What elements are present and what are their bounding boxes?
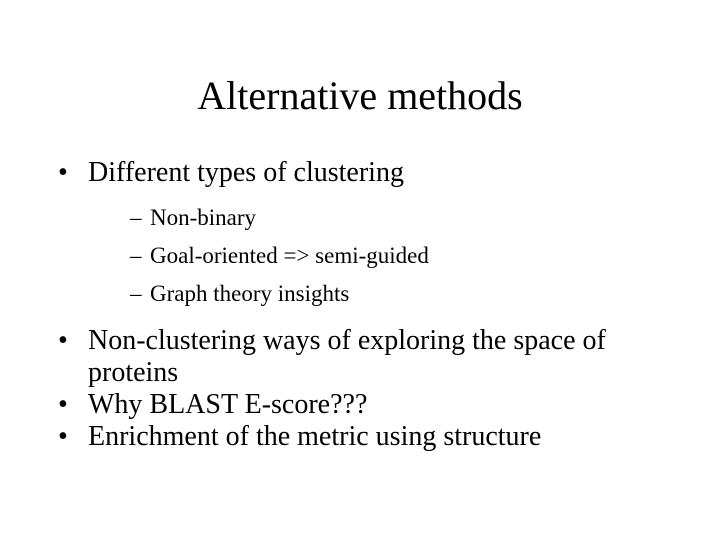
sub-bullet-marker: –	[130, 281, 142, 306]
bullet-text: Enrichment of the metric using structure	[88, 421, 542, 452]
bullet-item	[58, 325, 678, 389]
sub-bullet-marker: –	[130, 243, 142, 268]
sub-bullet-item	[130, 237, 678, 275]
sub-bullet-text: Non-binary	[150, 205, 257, 230]
bullet-marker: •	[58, 157, 68, 188]
bullet-marker: •	[58, 325, 68, 356]
bullet-text: Different types of clustering	[88, 157, 404, 188]
sub-bullet-list	[88, 199, 678, 313]
sub-bullet-text: Graph theory insights	[150, 281, 350, 306]
bullet-list	[58, 157, 678, 453]
bullet-item	[58, 421, 678, 453]
bullet-text: Non-clustering ways of exploring the space of proteins	[88, 325, 606, 388]
sub-bullet-item	[130, 275, 678, 313]
sub-bullet-marker: –	[130, 205, 142, 230]
bullet-item	[58, 157, 678, 313]
sub-bullet-text: Goal-oriented => semi-guided	[150, 243, 429, 268]
slide-title: Alternative methods	[197, 73, 523, 118]
bullet-marker: •	[58, 389, 68, 420]
bullet-marker: •	[58, 421, 68, 452]
bullet-item	[58, 389, 678, 421]
bullet-text: Why BLAST E-score???	[88, 389, 368, 420]
sub-bullet-item	[130, 199, 678, 237]
